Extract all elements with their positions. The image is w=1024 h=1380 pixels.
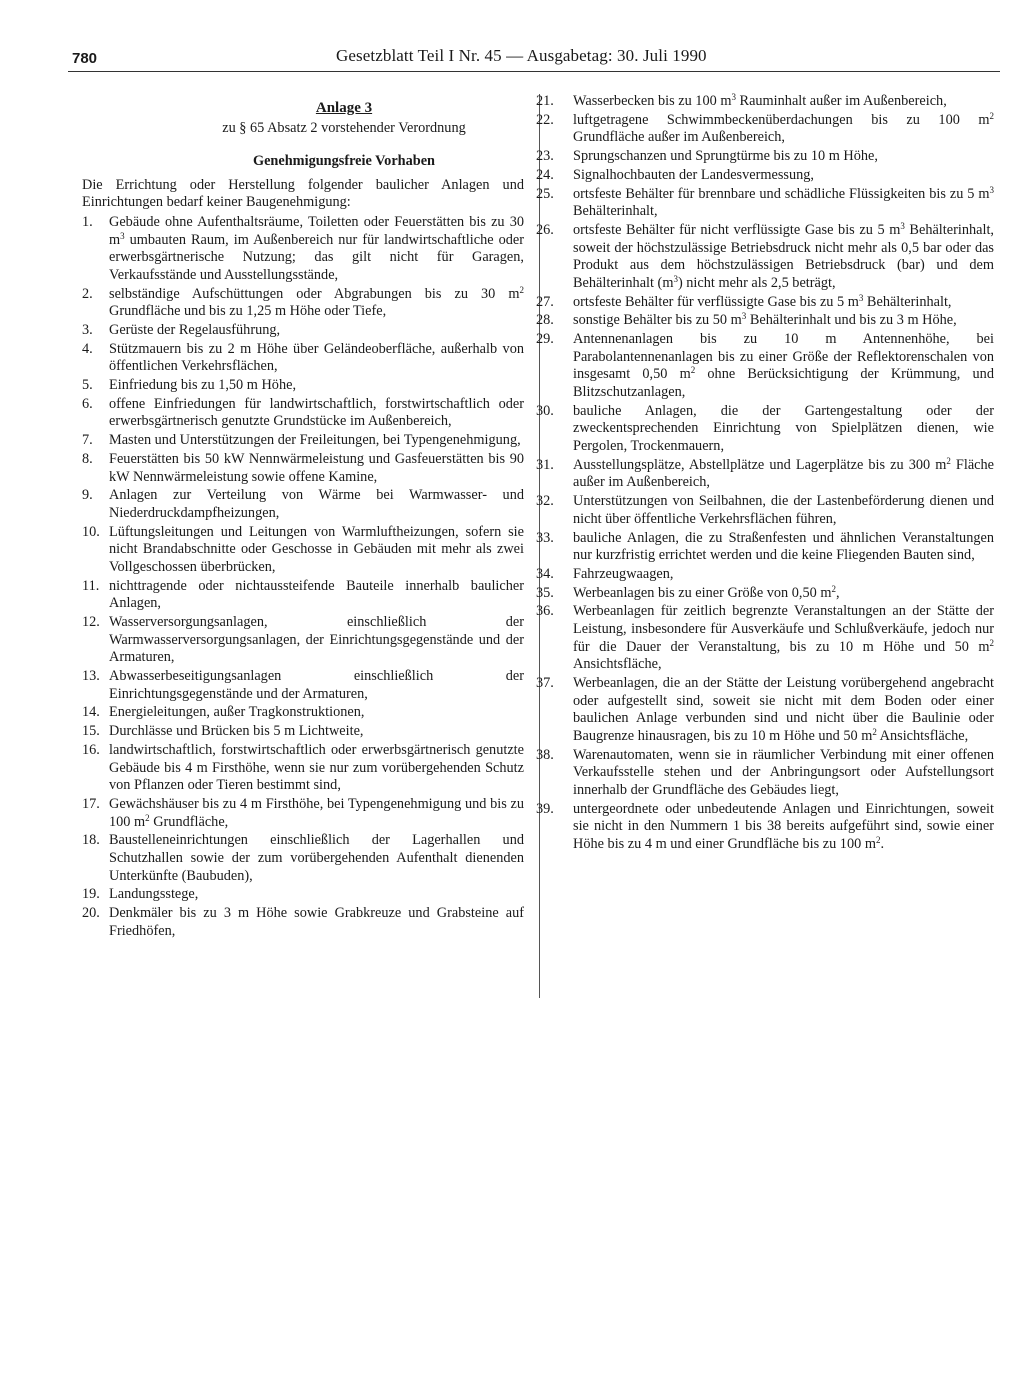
item-text: Einfriedung bis zu 1,50 m Höhe, xyxy=(109,377,297,394)
list-item xyxy=(82,396,524,431)
list-item xyxy=(82,723,524,741)
list-item xyxy=(82,432,524,450)
item-text: Stützmauern bis zu 2 m Höhe über Geländeoberfläche, außerhalb von öffentlichen Verkehrsflächen, xyxy=(109,340,524,375)
item-text: Werbeanlagen für zeitlich begrenzte Veranstaltungen an der Stätte der Leistung, insbesondere für Ausverkäufe und Schlußverkäufe, jedoch nur für die Dauer der Veranstaltung, bis zu 10 m Höhe und 50 $m^2$ Ansichtsfläche, xyxy=(573,603,994,673)
item-number: 28. xyxy=(536,312,554,329)
list-item xyxy=(82,886,524,904)
item-number: 39. xyxy=(536,800,554,817)
list-item xyxy=(82,214,524,284)
list-item xyxy=(82,905,524,940)
item-number: 16. xyxy=(82,742,100,758)
list-item xyxy=(82,742,524,795)
item-text: ortsfeste Behälter für verflüssigte Gase bis zu 5 $m^3$ Behälterinhalt, xyxy=(573,292,952,310)
item-text: bauliche Anlagen, die zu Straßenfesten und ähnlichen Veranstaltungen nur kurzfristig errichtet werden und die keine Fliegenden Bauten sind, xyxy=(573,529,994,564)
item-number: 10. xyxy=(82,523,100,540)
section-heading: Genehmigungsfreie Vorhaben xyxy=(252,153,436,170)
item-number: 1. xyxy=(82,213,93,230)
page-number: 780 xyxy=(72,50,98,67)
item-text: nichttragende oder nichtaussteifende Bauteile innerhalb baulicher Anlagen, xyxy=(109,577,524,612)
list-item xyxy=(82,614,524,667)
list-item xyxy=(536,186,994,221)
list-item xyxy=(82,322,524,340)
list-item xyxy=(536,603,994,673)
item-text: landwirtschaftlich, forstwirtschaftlich oder erwerbsgärtnerisch genutzte Gebäude bis 4 m Firsthöhe, wenn sie nur zum vorübergehenden Schutz von Pflanzen oder Tieren bestimmt sind, xyxy=(109,742,524,794)
item-number: 13. xyxy=(82,668,100,685)
list-item xyxy=(82,704,524,722)
item-text: sonstige Behälter bis zu 50 $m^3$ Behälterinhalt und bis zu 3 m Höhe, xyxy=(573,311,957,329)
item-number: 19. xyxy=(82,886,100,903)
item-number: 8. xyxy=(82,451,93,467)
list-item xyxy=(536,294,994,312)
item-number: 37. xyxy=(536,675,554,691)
item-number: 27. xyxy=(536,293,554,310)
item-number: 30. xyxy=(536,402,554,419)
item-text: Wasserversorgungsanlagen, einschließlich der Warmwasserversorgungsanlagen, der Einrichtungsgegenstände und der Armaturen, xyxy=(109,614,524,666)
item-number: 5. xyxy=(82,377,93,394)
item-text: Gewächshäuser bis zu 4 m Firsthöhe, bei Typengenehmigung und bis zu 100 $m^2$ Grundfläche, xyxy=(109,795,524,830)
item-text: Warenautomaten, wenn sie in räumlicher Verbindung mit einer offenen Verkaufsstelle stehen und der Anbringungsort oder Aufstellungsort innerhalb der Grundfläche des Gebäudes liegt, xyxy=(573,746,994,798)
item-number: 18. xyxy=(82,832,100,849)
item-text: ortsfeste Behälter für brennbare und schädliche Flüssigkeiten bis zu 5 $m^3$ Behälterinhalt, xyxy=(573,184,994,220)
item-number: 4. xyxy=(82,340,93,357)
item-number: 36. xyxy=(536,603,554,620)
list-item xyxy=(536,403,994,456)
item-text: Werbeanlagen, die an der Stätte der Leistung vorübergehend angebracht oder aufgestellt sind, soweit sie nicht mit dem Boden oder einer baulichen Anlage verbunden sind und nicht über die Baulinie oder Baugrenze hinausragen, bis zu 10 m Höhe und 50 $m^2$ Ansichtsfläche, xyxy=(573,675,994,744)
item-text: Werbeanlagen bis zu einer Größe von 0,50 $m^2$, xyxy=(573,583,840,601)
item-number: 7. xyxy=(82,432,93,449)
item-number: 17. xyxy=(82,795,100,812)
list-item xyxy=(82,668,524,703)
item-number: 25. xyxy=(536,185,554,202)
item-number: 21. xyxy=(536,93,554,109)
item-text: luftgetragene Schwimmbeckenüberdachungen bis zu 100 $m^2$ Grundfläche außer im Außenbereich, xyxy=(573,110,994,146)
item-text: Signalhochbauten der Landesvermessung, xyxy=(573,166,814,183)
list-item xyxy=(82,578,524,613)
list-item xyxy=(536,222,994,292)
item-text: Energieleitungen, außer Tragkonstruktionen, xyxy=(109,704,365,721)
item-text: Sprungschanzen und Sprungtürme bis zu 10 m Höhe, xyxy=(573,148,878,165)
list-item xyxy=(536,167,994,185)
list-item xyxy=(82,487,524,522)
item-text: Fahrzeugwaagen, xyxy=(573,565,674,582)
item-number: 34. xyxy=(536,565,554,582)
item-text: Unterstützungen von Seilbahnen, die der Lastenbeförderung dienen und nicht über öffentliche Verkehrsflächen führen, xyxy=(573,493,994,527)
list-item xyxy=(536,801,994,854)
exempt-items-list-left xyxy=(82,214,524,940)
item-text: offene Einfriedungen für landwirtschaftlich, forstwirtschaftlich oder erwerbsgärtnerisch genutzte Grundstücke im Außenbereich, xyxy=(109,395,524,430)
list-item xyxy=(536,530,994,565)
list-item xyxy=(82,451,524,486)
item-text: Denkmäler bis zu 3 m Höhe sowie Grabkreuze und Grabsteine auf Friedhöfen, xyxy=(109,905,524,939)
item-number: 2. xyxy=(82,285,93,302)
item-text: selbständige Aufschüttungen oder Abgrabungen bis zu 30 $m^2$ Grundfläche und bis zu 1,25 m Höhe oder Tiefe, xyxy=(109,284,524,320)
intro-paragraph: Die Errichtung oder Herstellung folgender baulicher Anlagen und Einrichtungen bedarf keiner Baugenehmigung: xyxy=(82,176,524,211)
item-number: 14. xyxy=(82,704,100,721)
item-number: 29. xyxy=(536,331,554,348)
item-number: 20. xyxy=(82,905,100,922)
annex-subtitle: zu § 65 Absatz 2 vorstehender Verordnung xyxy=(222,119,466,136)
list-item xyxy=(536,457,994,492)
item-text: bauliche Anlagen, die der Gartengestaltung oder der zweckentsprechenden Einrichtung von Spielplätzen dienen, wie Pergolen, Trockenmauern, xyxy=(573,402,994,454)
item-text: Gebäude ohne Aufenthaltsräume, Toiletten oder Feuerstätten bis zu 30 $m^3$ umbauten Raum, im Außenbereich nur für landwirtschaftliche oder erwerbsgärtnerische Nutzung; das gilt nicht für Garagen, Verkaufsstände und Ausstellungsstände, xyxy=(109,213,524,283)
item-number: 22. xyxy=(536,111,554,128)
item-number: 26. xyxy=(536,222,554,239)
item-text: Landungsstege, xyxy=(109,886,199,903)
right-column xyxy=(536,93,994,855)
exempt-items-list-right xyxy=(536,93,994,853)
list-item xyxy=(536,93,994,111)
item-text: Lüftungsleitungen und Leitungen von Warmluftheizungen, sofern sie nicht Brandabschnitte oder Geschosse in Gebäuden mit mehr als zwei Vollgeschossen überbrücken, xyxy=(109,523,524,575)
item-number: 23. xyxy=(536,148,554,165)
item-number: 31. xyxy=(536,456,554,473)
item-text: Antennenanlagen bis zu 10 m Antennenhöhe, bei Parabolantennenanlagen bis zu einer Größe der Reflektorenschalen von insgesamt 0,50 $m^2$ ohne Berücksichtigung der Krümmung, und Blitzschutzanlagen, xyxy=(573,331,994,400)
item-text: Anlagen zur Verteilung von Wärme bei Warmwasser- und Niederdruckdampfheizungen, xyxy=(109,487,524,521)
list-item xyxy=(536,312,994,330)
list-item xyxy=(536,112,994,147)
list-item xyxy=(82,796,524,831)
item-number: 15. xyxy=(82,723,100,740)
item-number: 33. xyxy=(536,529,554,546)
item-number: 3. xyxy=(82,321,93,338)
list-item xyxy=(536,566,994,584)
item-text: untergeordnete oder unbedeutende Anlagen und Einrichtungen, soweit sie nicht in den Nummern 1 bis 38 bereits aufgeführt sind, sowie einer Höhe bis zu 4 m und einer Grundfläche bis zu 100 $m^2$. xyxy=(573,800,994,852)
annex-title: Anlage 3 xyxy=(315,100,373,116)
list-item xyxy=(536,675,994,745)
item-text: Gerüste der Regelausführung, xyxy=(109,321,281,338)
item-number: 6. xyxy=(82,395,93,412)
item-number: 11. xyxy=(82,577,100,594)
list-item xyxy=(536,331,994,401)
item-text: Feuerstätten bis 50 kW Nennwärmeleistung und Gasfeuerstätten bis 90 kW Nennwärmeleistung sowie offene Kamine, xyxy=(109,451,524,485)
list-item xyxy=(82,832,524,885)
left-column xyxy=(82,100,524,941)
item-number: 32. xyxy=(536,493,554,510)
item-number: 38. xyxy=(536,746,554,763)
page-header-title: Gesetzblatt Teil I Nr. 45 — Ausgabetag: 30. Juli 1990 xyxy=(336,46,707,65)
list-item xyxy=(82,341,524,376)
list-item xyxy=(536,585,994,603)
item-text: Ausstellungsplätze, Abstellplätze und Lagerplätze bis zu 300 $m^2$ Fläche außer im Außenbereich, xyxy=(573,455,995,491)
list-item xyxy=(536,493,994,528)
item-text: Durchlässe und Brücken bis 5 m Lichtweite, xyxy=(109,723,364,740)
item-text: Abwasserbeseitigungsanlagen einschließlich der Einrichtungsgegenstände und der Armaturen, xyxy=(109,668,524,702)
item-number: 9. xyxy=(82,487,93,504)
item-number: 35. xyxy=(536,584,554,601)
item-number: 24. xyxy=(536,166,554,183)
list-item xyxy=(82,524,524,577)
list-item xyxy=(82,377,524,395)
item-text: Masten und Unterstützungen der Freileitungen, bei Typengenehmigung, xyxy=(109,432,521,449)
item-number: 12. xyxy=(82,614,100,631)
item-text: Baustelleneinrichtungen einschließlich der Lagerhallen und Schutzhallen sowie der zum vorübergehenden Aufenthalt dienenden Unterkünfte (Baubuden), xyxy=(109,832,524,884)
list-item xyxy=(536,148,994,166)
header-rule xyxy=(68,71,1000,72)
list-item xyxy=(536,747,994,800)
item-text: ortsfeste Behälter für nicht verflüssigte Gase bis zu 5 $m^3$ Behälterinhalt, soweit der höchstzulässige Betriebsdruck nicht mehr als 0,5 bar oder das Produkt aus dem höchstzulässigen Betriebsdruck (bar) und dem Behälterinhalt $(m^3)$ nicht mehr als 2,5 beträgt, xyxy=(573,221,994,291)
list-item xyxy=(82,286,524,321)
item-text: Wasserbecken bis zu 100 $m^3$ Rauminhalt außer im Außenbereich, xyxy=(573,92,947,109)
